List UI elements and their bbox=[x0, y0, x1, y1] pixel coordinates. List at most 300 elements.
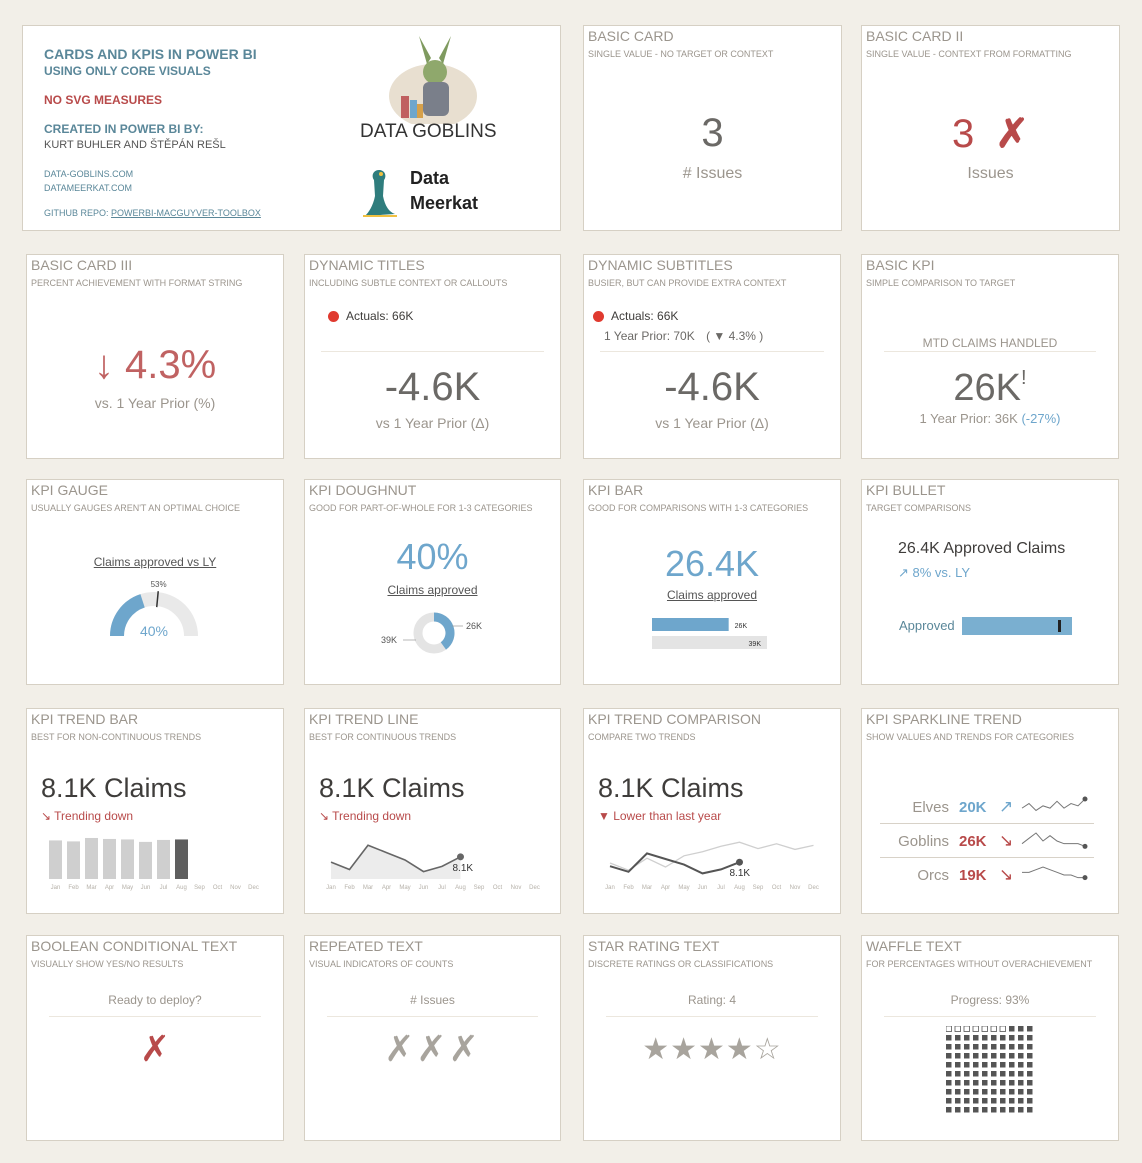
waffle-cell bbox=[955, 1026, 961, 1032]
waffle-cell bbox=[1009, 1026, 1015, 1032]
trend-arrow-icon: ↘ bbox=[999, 831, 1014, 850]
waffle-cell bbox=[955, 1098, 961, 1104]
sparkline bbox=[1022, 867, 1085, 878]
kpi-bar-chart bbox=[652, 616, 782, 656]
data-goblins-logo-text: DATA GOBLINS bbox=[360, 121, 497, 142]
waffle-cell bbox=[991, 1107, 997, 1113]
waffle-cell bbox=[991, 1080, 997, 1086]
basic-card-2[interactable] bbox=[861, 25, 1120, 231]
month-tick-label: Feb bbox=[344, 885, 355, 891]
bar-current-label: 26K bbox=[734, 623, 748, 630]
card-label: vs 1 Year Prior (Δ) bbox=[375, 415, 490, 431]
month-tick-label: Apr bbox=[660, 885, 671, 891]
waffle-cell bbox=[991, 1062, 997, 1068]
trend-bar-card[interactable] bbox=[26, 708, 284, 914]
waffle-cell bbox=[1009, 1044, 1015, 1050]
intro-subtitle: USING ONLY CORE VISUALS bbox=[44, 64, 211, 78]
waffle-cell bbox=[991, 1026, 997, 1032]
red-dot-icon bbox=[328, 311, 339, 322]
trend-bar bbox=[175, 839, 188, 879]
basic-card[interactable] bbox=[583, 25, 842, 231]
waffle-cell bbox=[964, 1098, 970, 1104]
trend-end-label: 8.1K bbox=[452, 862, 474, 874]
card-subtitle: BUSIER, BUT CAN PROVIDE EXTRA CONTEXT bbox=[588, 278, 787, 288]
waffle-cell bbox=[955, 1044, 961, 1050]
slice-a-label: 26K bbox=[466, 621, 483, 631]
card-subtitle: GOOD FOR COMPARISONS WITH 1-3 CATEGORIES bbox=[588, 503, 809, 513]
month-tick-label: Nov bbox=[230, 885, 241, 891]
divider bbox=[321, 351, 544, 352]
card-subtitle: SINGLE VALUE - CONTEXT FROM FORMATTING bbox=[866, 49, 1072, 59]
sparkline-trend-card[interactable] bbox=[861, 708, 1119, 914]
github-link[interactable]: POWERBI-MACGUYVER-TOOLBOX bbox=[111, 208, 261, 218]
waffle-cell bbox=[1018, 1044, 1024, 1050]
waffle-cell bbox=[964, 1089, 970, 1095]
trend-direction: ↘ Trending down bbox=[319, 809, 412, 823]
divider bbox=[880, 823, 1094, 824]
bar-prior-label: 39K bbox=[748, 641, 761, 648]
trend-direction: ↘ Trending down bbox=[41, 809, 134, 823]
intro-title: CARDS AND KPIS IN POWER BI bbox=[44, 46, 257, 62]
repeated-label: # Issues bbox=[410, 993, 455, 1007]
waffle-cell bbox=[1027, 1098, 1033, 1104]
waffle-cell bbox=[1018, 1053, 1024, 1059]
actuals-label: Actuals: 66K bbox=[611, 309, 679, 323]
month-tick-label: Dec bbox=[248, 885, 259, 891]
card-subtitle: INCLUDING SUBTLE CONTEXT OR CALLOUTS bbox=[309, 278, 508, 288]
waffle-cell bbox=[982, 1026, 988, 1032]
kpi-bullet-card[interactable] bbox=[861, 479, 1119, 685]
card-value: 3 bbox=[701, 111, 724, 155]
trend-arrow-icon: ↘ bbox=[999, 865, 1014, 884]
divider bbox=[600, 351, 824, 352]
trend-area bbox=[331, 845, 461, 879]
goblin-logo-icon bbox=[383, 34, 483, 124]
waffle-cell bbox=[1018, 1071, 1024, 1077]
category-value: 20K bbox=[959, 799, 987, 816]
card-value: -4.6K bbox=[664, 365, 760, 409]
waffle-cell bbox=[1027, 1035, 1033, 1041]
month-tick-label: Mar bbox=[362, 885, 374, 891]
bar-kpi-label: Claims approved bbox=[666, 588, 758, 602]
waffle-cell bbox=[991, 1089, 997, 1095]
authors: KURT BUHLER AND ŠTĚPÁN REŠL bbox=[44, 139, 226, 151]
waffle-cell bbox=[946, 1053, 952, 1059]
month-tick-label: Jun bbox=[418, 885, 429, 891]
waffle-cell bbox=[955, 1080, 961, 1086]
waffle-cell bbox=[955, 1035, 961, 1041]
kpi-bar-card[interactable] bbox=[583, 479, 841, 685]
star-rating-icons: ★★★★☆ bbox=[642, 1033, 782, 1066]
waffle-cell bbox=[1000, 1080, 1006, 1086]
waffle-cell bbox=[982, 1098, 988, 1104]
card-title: KPI DOUGHNUT bbox=[309, 482, 417, 498]
card-title: BOOLEAN CONDITIONAL TEXT bbox=[31, 938, 238, 954]
alert-flag-icon: ! bbox=[1021, 367, 1027, 389]
card-value: ↓ 4.3% bbox=[93, 343, 217, 387]
waffle-cell bbox=[1009, 1071, 1015, 1077]
waffle-cell bbox=[1000, 1035, 1006, 1041]
kpi-gauge-card[interactable] bbox=[26, 479, 284, 685]
month-tick-label: Aug bbox=[455, 885, 466, 891]
trend-bar-chart bbox=[45, 834, 265, 894]
bullet-change: ↗ 8% vs. LY bbox=[898, 565, 971, 580]
waffle-cell bbox=[964, 1080, 970, 1086]
doughnut-value: 40% bbox=[396, 536, 469, 577]
waffle-cell bbox=[1018, 1062, 1024, 1068]
month-tick-label: Oct bbox=[492, 885, 503, 891]
card-value: -4.6K bbox=[384, 365, 481, 409]
waffle-cell bbox=[1000, 1098, 1006, 1104]
waffle-cell bbox=[955, 1089, 961, 1095]
bar-current bbox=[652, 618, 729, 631]
waffle-cell bbox=[1000, 1071, 1006, 1077]
month-tick-label: Feb bbox=[68, 885, 79, 891]
waffle-cell bbox=[1009, 1107, 1015, 1113]
month-tick-label: Jul bbox=[717, 885, 725, 891]
waffle-cell bbox=[1009, 1062, 1015, 1068]
month-tick-label: Sep bbox=[473, 885, 485, 891]
month-tick-label: Jan bbox=[326, 885, 336, 891]
waffle-cell bbox=[1000, 1107, 1006, 1113]
rating-label: Rating: 4 bbox=[687, 993, 737, 1007]
meerkat-logo-icon bbox=[359, 166, 399, 218]
trend-bar bbox=[67, 841, 80, 879]
link-data-goblins[interactable]: DATA-GOBLINS.COM bbox=[44, 169, 134, 179]
month-tick-label: Apr bbox=[104, 885, 115, 891]
gauge-label: Claims approved vs LY bbox=[93, 555, 217, 569]
card-title: WAFFLE TEXT bbox=[866, 938, 962, 954]
waffle-cell bbox=[1018, 1089, 1024, 1095]
waffle-cell bbox=[964, 1026, 970, 1032]
waffle-cell bbox=[973, 1107, 979, 1113]
card-title: KPI TREND BAR bbox=[31, 711, 139, 727]
repeated-value-icons: ✗✗✗ bbox=[384, 1028, 481, 1069]
card-title: DYNAMIC TITLES bbox=[309, 257, 425, 273]
month-tick-label: May bbox=[121, 885, 134, 891]
waffle-cell bbox=[991, 1035, 997, 1041]
waffle-cell bbox=[991, 1044, 997, 1050]
waffle-cell bbox=[946, 1080, 952, 1086]
card-title: KPI TREND LINE bbox=[309, 711, 419, 727]
value-row bbox=[862, 111, 1119, 157]
basic-kpi-card[interactable] bbox=[861, 254, 1119, 459]
card-label: vs. 1 Year Prior (%) bbox=[94, 395, 216, 411]
month-tick-label: Dec bbox=[529, 885, 540, 891]
sparkline-chart bbox=[1020, 795, 1090, 819]
trend-end-label: 8.1K bbox=[729, 868, 751, 880]
intro-card bbox=[22, 25, 561, 231]
divider bbox=[884, 351, 1096, 352]
waffle-cell bbox=[955, 1053, 961, 1059]
waffle-cell bbox=[964, 1053, 970, 1059]
card-subtitle: SHOW VALUES AND TRENDS FOR CATEGORIES bbox=[866, 732, 1075, 742]
waffle-cell bbox=[964, 1062, 970, 1068]
card-subtitle: COMPARE TWO TRENDS bbox=[588, 732, 696, 742]
card-subtitle: PERCENT ACHIEVEMENT WITH FORMAT STRING bbox=[31, 278, 243, 288]
gauge-value-arc bbox=[117, 601, 143, 636]
waffle-cell bbox=[1009, 1089, 1015, 1095]
waffle-cell bbox=[1018, 1080, 1024, 1086]
month-tick-label: Jan bbox=[605, 885, 615, 891]
trend-bar bbox=[139, 842, 152, 879]
waffle-cell bbox=[964, 1071, 970, 1077]
trend-value: 8.1K Claims bbox=[598, 773, 744, 803]
waffle-text-card[interactable] bbox=[861, 935, 1119, 1141]
category-name: Elves bbox=[912, 799, 949, 816]
card-subtitle: VISUALLY SHOW YES/NO RESULTS bbox=[31, 959, 184, 969]
month-tick-label: Mar bbox=[86, 885, 97, 891]
trend-bar bbox=[85, 838, 98, 879]
waffle-cell bbox=[1027, 1107, 1033, 1113]
waffle-cell bbox=[1000, 1026, 1006, 1032]
waffle-cell bbox=[1018, 1098, 1024, 1104]
waffle-cell bbox=[946, 1098, 952, 1104]
waffle-cell bbox=[973, 1098, 979, 1104]
card-subtitle: TARGET COMPARISONS bbox=[866, 503, 972, 513]
waffle-cell bbox=[1027, 1071, 1033, 1077]
category-name: Orcs bbox=[917, 867, 949, 884]
sparkline bbox=[1022, 833, 1085, 846]
waffle-cell bbox=[1009, 1098, 1015, 1104]
gauge-value-label: 40% bbox=[139, 623, 169, 639]
month-tick-label: Oct bbox=[212, 885, 223, 891]
waffle-cell bbox=[982, 1107, 988, 1113]
doughnut-value-slice bbox=[434, 617, 450, 646]
trend-line-card[interactable] bbox=[304, 708, 561, 914]
waffle-cell bbox=[973, 1053, 979, 1059]
kpi-doughnut-card[interactable] bbox=[304, 479, 561, 685]
trend-bar bbox=[103, 839, 116, 879]
prior-label: 1 Year Prior: 36K bbox=[919, 411, 1018, 426]
waffle-cell bbox=[946, 1026, 952, 1032]
trend-direction: ▼ Lower than last year bbox=[598, 809, 722, 823]
waffle-cell bbox=[964, 1107, 970, 1113]
month-tick-label: Sep bbox=[752, 885, 764, 891]
link-data-meerkat[interactable]: DATAMEERKAT.COM bbox=[44, 183, 133, 193]
trend-comparison-chart bbox=[602, 834, 822, 894]
card-subtitle: GOOD FOR PART-OF-WHOLE FOR 1-3 CATEGORIES bbox=[309, 503, 533, 513]
trend-comparison-card[interactable] bbox=[583, 708, 841, 914]
waffle-cell bbox=[1027, 1062, 1033, 1068]
sparkline-end-point bbox=[1083, 844, 1088, 849]
waffle-cell bbox=[1018, 1107, 1024, 1113]
month-tick-label: Feb bbox=[623, 885, 634, 891]
category-value: 19K bbox=[959, 867, 987, 884]
waffle-cell bbox=[973, 1044, 979, 1050]
card-subtitle: FOR PERCENTAGES WITHOUT OVERACHIEVEMENT bbox=[866, 959, 1093, 969]
trend-bar bbox=[121, 839, 134, 879]
prior-year-line bbox=[610, 842, 814, 870]
repeated-text-card[interactable] bbox=[304, 935, 561, 1141]
waffle-cell bbox=[946, 1071, 952, 1077]
waffle-cell bbox=[982, 1035, 988, 1041]
waffle-cell bbox=[991, 1053, 997, 1059]
dynamic-subtitles-card[interactable] bbox=[583, 254, 841, 459]
boolean-label: Ready to deploy? bbox=[108, 993, 202, 1007]
change-label: (-27%) bbox=[1021, 411, 1061, 426]
waffle-cell bbox=[946, 1089, 952, 1095]
doughnut-label: Claims approved bbox=[387, 583, 478, 597]
waffle-cell bbox=[982, 1062, 988, 1068]
waffle-cell bbox=[1000, 1053, 1006, 1059]
month-tick-label: Aug bbox=[176, 885, 187, 891]
doughnut-chart bbox=[373, 606, 503, 662]
waffle-cell bbox=[946, 1044, 952, 1050]
waffle-cell bbox=[946, 1107, 952, 1113]
waffle-cell bbox=[955, 1062, 961, 1068]
basic-card-3[interactable] bbox=[26, 254, 284, 459]
waffle-grid bbox=[946, 1026, 1036, 1116]
card-subtitle: BEST FOR NON-CONTINUOUS TRENDS bbox=[31, 732, 202, 742]
waffle-cell bbox=[946, 1035, 952, 1041]
bullet-value: 26.4K Approved Claims bbox=[898, 540, 1066, 557]
month-tick-label: Sep bbox=[194, 885, 205, 891]
card-label: # Issues bbox=[682, 165, 743, 182]
waffle-cell bbox=[1000, 1044, 1006, 1050]
card-title: KPI SPARKLINE TREND bbox=[866, 711, 1022, 727]
month-tick-label: Jul bbox=[438, 885, 446, 891]
waffle-cell bbox=[964, 1035, 970, 1041]
bullet-bar bbox=[962, 617, 1072, 635]
month-tick-label: Jun bbox=[697, 885, 708, 891]
waffle-cell bbox=[982, 1044, 988, 1050]
no-svg-note: NO SVG MEASURES bbox=[44, 93, 163, 107]
month-tick-label: Jan bbox=[50, 885, 61, 891]
gauge-chart bbox=[101, 580, 211, 645]
sparkline-row bbox=[862, 865, 1119, 895]
card-title: BASIC KPI bbox=[866, 257, 935, 273]
sparkline-end-point bbox=[1083, 875, 1088, 880]
divider bbox=[884, 1016, 1096, 1017]
waffle-cell bbox=[1018, 1026, 1024, 1032]
category-value: 26K bbox=[959, 833, 987, 850]
card-subtitle: SINGLE VALUE - NO TARGET OR CONTEXT bbox=[588, 49, 774, 59]
bullet-target-marker bbox=[1058, 620, 1061, 632]
data-meerkat-logo-line2: Meerkat bbox=[410, 193, 479, 213]
card-title: KPI BAR bbox=[588, 482, 644, 498]
waffle-cell bbox=[1027, 1089, 1033, 1095]
red-dot-icon bbox=[593, 311, 604, 322]
sparkline-chart bbox=[1020, 829, 1090, 853]
card-subtitle: VISUAL INDICATORS OF COUNTS bbox=[309, 959, 454, 969]
waffle-cell bbox=[1000, 1062, 1006, 1068]
waffle-cell bbox=[991, 1098, 997, 1104]
waffle-cell bbox=[973, 1035, 979, 1041]
divider bbox=[606, 1016, 818, 1017]
card-title: REPEATED TEXT bbox=[309, 938, 423, 954]
dynamic-titles-card[interactable] bbox=[304, 254, 561, 459]
category-name: Goblins bbox=[898, 833, 949, 850]
waffle-cell bbox=[982, 1080, 988, 1086]
waffle-cell bbox=[973, 1071, 979, 1077]
waffle-cell bbox=[946, 1062, 952, 1068]
waffle-cell bbox=[1027, 1080, 1033, 1086]
waffle-cell bbox=[1009, 1035, 1015, 1041]
card-subtitle: DISCRETE RATINGS OR CLASSIFICATIONS bbox=[588, 959, 774, 969]
card-label: vs 1 Year Prior (Δ) bbox=[655, 415, 769, 431]
waffle-cell bbox=[973, 1089, 979, 1095]
waffle-cell bbox=[1027, 1026, 1033, 1032]
card-subtitle: BEST FOR CONTINUOUS TRENDS bbox=[309, 732, 457, 742]
card-title: KPI GAUGE bbox=[31, 482, 109, 498]
waffle-cell bbox=[1009, 1080, 1015, 1086]
month-tick-label: Oct bbox=[771, 885, 782, 891]
sparkline-end-point bbox=[1083, 797, 1088, 802]
waffle-cell bbox=[964, 1044, 970, 1050]
bar-kpi-value: 26.4K bbox=[664, 543, 760, 584]
month-tick-label: Nov bbox=[510, 885, 522, 891]
trend-value: 8.1K Claims bbox=[319, 773, 465, 803]
bullet-label: Approved bbox=[899, 618, 955, 633]
divider bbox=[49, 1016, 261, 1017]
prior-label: 1 Year Prior: 70K bbox=[604, 329, 695, 343]
trend-bar bbox=[49, 840, 62, 879]
divider bbox=[880, 857, 1094, 858]
trend-end-point bbox=[736, 859, 743, 866]
waffle-cell bbox=[973, 1026, 979, 1032]
waffle-cell bbox=[982, 1089, 988, 1095]
value-row bbox=[862, 367, 1118, 410]
kpi-header: MTD CLAIMS HANDLED bbox=[922, 336, 1058, 350]
card-subtitle: USUALLY GAUGES AREN'T AN OPTIMAL CHOICE bbox=[31, 503, 240, 513]
waffle-cell bbox=[991, 1071, 997, 1077]
boolean-value-icon: ✗ bbox=[139, 1028, 171, 1069]
kpi-value: 26K bbox=[953, 367, 1022, 409]
trend-end-point bbox=[457, 853, 464, 860]
waffle-cell bbox=[955, 1071, 961, 1077]
sparkline bbox=[1022, 799, 1085, 810]
boolean-text-card[interactable] bbox=[26, 935, 284, 1141]
card-title: BASIC CARD II bbox=[866, 28, 964, 44]
card-value: 3 bbox=[952, 112, 975, 156]
month-tick-label: May bbox=[399, 885, 411, 891]
slice-b-label: 39K bbox=[381, 635, 398, 645]
trend-line-chart bbox=[323, 834, 543, 894]
waffle-cell bbox=[1009, 1053, 1015, 1059]
month-tick-label: Jun bbox=[140, 885, 151, 891]
month-tick-label: Apr bbox=[381, 885, 392, 891]
github-label: GITHUB REPO: bbox=[44, 208, 109, 218]
actuals-label: Actuals: 66K bbox=[346, 309, 414, 323]
trend-bar bbox=[157, 840, 170, 879]
waffle-cell bbox=[1027, 1044, 1033, 1050]
waffle-cell bbox=[1000, 1089, 1006, 1095]
card-title: STAR RATING TEXT bbox=[588, 938, 720, 954]
month-tick-label: Mar bbox=[641, 885, 653, 891]
github-line bbox=[44, 208, 261, 218]
waffle-cell bbox=[1027, 1053, 1033, 1059]
card-title: BASIC CARD bbox=[588, 28, 674, 44]
waffle-cell bbox=[1018, 1035, 1024, 1041]
waffle-label: Progress: 93% bbox=[950, 993, 1030, 1007]
change-label: ( ▼ 4.3% ) bbox=[706, 329, 764, 343]
month-tick-label: Dec bbox=[808, 885, 819, 891]
created-label: CREATED IN POWER BI BY: bbox=[44, 122, 204, 136]
trend-value: 8.1K Claims bbox=[41, 773, 187, 803]
month-tick-label: May bbox=[678, 885, 690, 891]
card-title: DYNAMIC SUBTITLES bbox=[588, 257, 733, 273]
month-tick-label: Aug bbox=[734, 885, 745, 891]
trend-arrow-icon: ↗ bbox=[999, 797, 1014, 816]
waffle-cell bbox=[955, 1107, 961, 1113]
month-tick-label: Jul bbox=[159, 885, 168, 891]
card-title: KPI BULLET bbox=[866, 482, 946, 498]
waffle-cell bbox=[982, 1053, 988, 1059]
card-title: BASIC CARD III bbox=[31, 257, 133, 273]
prior-line bbox=[604, 329, 763, 343]
star-rating-card[interactable] bbox=[583, 935, 841, 1141]
